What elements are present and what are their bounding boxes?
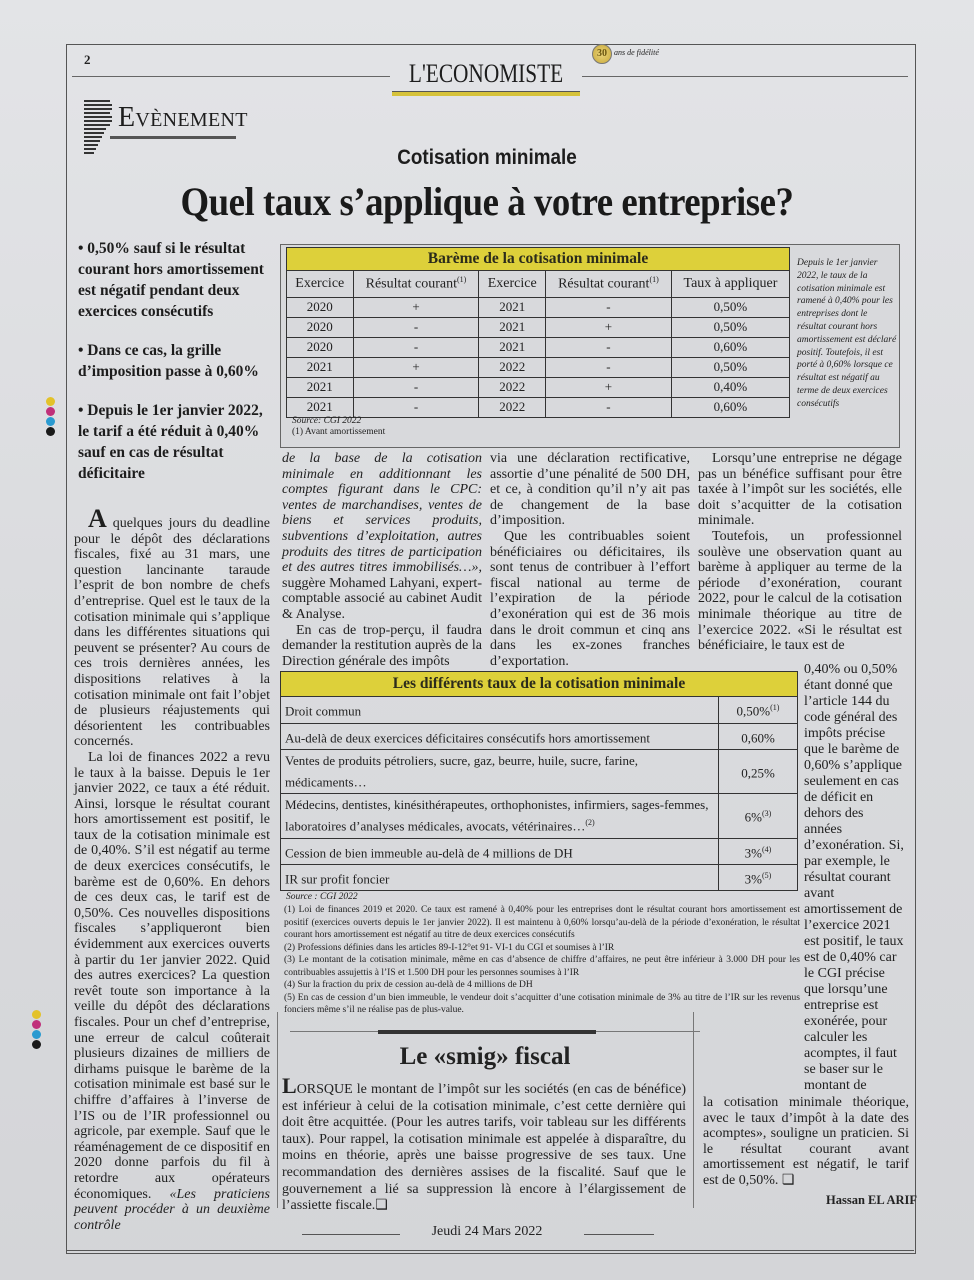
bareme-row — [287, 337, 790, 357]
bareme-cell: - — [353, 317, 479, 337]
magenta-dot-icon — [32, 1020, 41, 1029]
header-rule-right — [582, 76, 908, 77]
taux-label: Au-delà de deux exercices déficitaires consécutifs hors amortissement — [281, 723, 719, 749]
bareme-cell: 0,60% — [671, 397, 789, 417]
bareme-cell: - — [545, 397, 671, 417]
bareme-cell: 2022 — [479, 357, 546, 377]
bareme-cell: 2020 — [287, 317, 354, 337]
article-kicker: Cotisation minimale — [397, 146, 577, 169]
smig-left-rule — [277, 1012, 278, 1208]
bareme-source-text: Source: CGI 2022 — [292, 416, 362, 426]
column-header: Exercice — [287, 271, 354, 298]
bareme-cell: - — [353, 337, 479, 357]
bareme-cell: 0,50% — [671, 297, 789, 317]
bareme-cell: 2021 — [479, 317, 546, 337]
bareme-cell: 2021 — [479, 297, 546, 317]
footnote: (1) Loi de finances 2019 et 2020. Ce taux est ramené à 0,40% pour les entreprises dont le résultat courant hors amortissement est positif (exercices ouverts depuis le 1er janvier 2022). Il est maintenu à 0,60% lorsqu’au-delà de la période d’exonération, le résultat courant hors amortissement est négatif au titre de deux exercices consécutifs — [284, 905, 800, 941]
footer-bottom-rule — [66, 1250, 914, 1251]
smig-right-rule — [693, 1012, 694, 1208]
summary-bullet: • 0,50% sauf si le résultat courant hors amortissement est négatif pendant deux exercices consécutifs — [78, 240, 264, 320]
yellow-dot-icon — [46, 397, 55, 406]
footnote: (2) Professions définies dans les articles 89-I-12°et 91- VI-1 du CGI et soumises à l’IR — [284, 942, 615, 953]
bareme-cell: 0,50% — [671, 357, 789, 377]
bareme-source — [292, 416, 385, 438]
article-column-2 — [282, 451, 482, 669]
section-title: Evènement — [118, 102, 248, 133]
bareme-cell: 2020 — [287, 337, 354, 357]
bareme-row — [287, 317, 790, 337]
author-byline: Hassan EL ARIF — [826, 1192, 918, 1207]
page-number: 2 — [84, 52, 91, 67]
bareme-cell: + — [545, 377, 671, 397]
anniversary-text: ans de fidélité — [614, 48, 659, 57]
bareme-cell: 2020 — [287, 297, 354, 317]
masthead-logo — [392, 56, 580, 92]
bareme-title: Barème de la cotisation minimale — [287, 248, 790, 271]
taux-label: Ventes de produits pétroliers, sucre, gaz, beurre, huile, sucre, farine, médicaments… — [281, 749, 719, 793]
taux-label: Cession de bien immeuble au-delà de 4 millions de DH — [281, 838, 719, 864]
bareme-cell: + — [545, 317, 671, 337]
bareme-header-row — [287, 271, 790, 298]
quote: «Les praticiens peuvent procéder à un deuxième contrôle — [74, 1186, 270, 1233]
paragraph: 0,40% ou 0,50% étant donné que l’article 144 du code général des impôts précise que le barème de 0,60% s’applique seulement en cas de déficit en dehors des années d’exonération. Si, par exemple, le résultat courant avant amortissement de l’exercice 2021 est positif, le taux est de 0,40% car le CGI précise que lorsqu’une entreprise est exonérée, pour calculer les acomptes, il faut se baser sur le montant de — [804, 662, 904, 1093]
taux-row — [281, 864, 798, 890]
bareme-side-note: Depuis le 1er janvier 2022, le taux de la cotisation minimale est ramené à 0,40% pour les entreprises dont le résultat courant hors amortissement est déclaré positif. Toutefois, il est porté à 0,60% lorsque ce résultat est négatif au terme de deux exercices consécutifs — [797, 258, 897, 409]
bareme-table — [286, 247, 790, 418]
paragraph: la cotisation minimale théorique, avec le taux d’impôt à la date des acomptes», souligne un praticien. Si le résultat courant avant amortissement est négatif, le tarif est de 0,50%. ❏ — [703, 1095, 909, 1188]
paragraph: La loi de finances 2022 a revu le taux à la baisse. Depuis le 1er janvier 2022, ce taux a été réduit. Ainsi, lorsque le résultat courant hors amortissement est positif, le taux de la cotisation minimale est de 0,40%. S’il est négatif au terme de deux exercices consécutifs, le barème est de 0,60%. En dehors de ces deux cas, le tarif est de 0,50%. Ces nouvelles dispositions fiscales s’appliqueront bien évidemment aux exercices ouverts à partir du 1er janvier 2022. Quid des autres exercices? La question revêt toute son importance à la veille du dépôt des déclarations fiscales. Pour un chef d’entreprise, une erreur de calcul coûterait plusieurs dizaines de milliers de dirhams puisque le barème de la cotisation minimale est basé sur le chiffre d’affaires à l’inverse de l’IS ou de l’IR professionnel ou agricole, par exemple. Sauf que le réaménagement de ce dispositif en 2020 donne parfois du fil à retordre aux opérateurs économiques. — [74, 749, 270, 1202]
taux-row — [281, 723, 798, 749]
article-column-4-end — [703, 1095, 909, 1189]
taux-value: 0,60% — [719, 723, 798, 749]
column-header: Taux à appliquer — [671, 271, 789, 298]
taux-value: 0,25% — [719, 749, 798, 793]
article-column-1 — [74, 504, 270, 1233]
bareme-cell: + — [353, 357, 479, 377]
bareme-cell: - — [545, 357, 671, 377]
taux-value: 6%$^{(3)}$ — [719, 794, 798, 838]
bareme-cell: 2022 — [479, 397, 546, 417]
bareme-cell: - — [353, 377, 479, 397]
summary-bullets — [78, 238, 276, 502]
paragraph: Toutefois, un professionnel soulève une observation quant au barème à appliquer au terme de la période d’exonération, courant 2022, pour le calcul de la cotisation minimale théorique au titre de l’exercice 2022. «Si le résultat est bénéficiaire, le taux est de — [698, 528, 902, 654]
bareme-row — [287, 297, 790, 317]
bareme-footnote: (1) Avant amortissement — [292, 427, 386, 437]
taux-row — [281, 697, 798, 723]
article-column-3 — [490, 451, 690, 669]
bareme-cell: - — [545, 337, 671, 357]
taux-value: 0,50%$^{(1)}$ — [719, 697, 798, 723]
anniversary-badge: 30 — [592, 44, 612, 64]
bareme-cell: 0,40% — [671, 377, 789, 397]
column-header: Exercice — [479, 271, 546, 298]
bareme-cell: 0,50% — [671, 317, 789, 337]
summary-bullet: • Depuis le 1er janvier 2022, le tarif a été réduit à 0,40% sauf en cas de résultat déficitaire — [78, 402, 263, 482]
smig-title: Le «smig» fiscal — [399, 1043, 571, 1070]
footnote: (3) Le montant de la cotisation minimale, même en cas d’absence de chiffre d’affaires, ne peut être inférieur à 3.000 DH pour les contribuables assujettis à l’IS et 1.500 DH pour les personnes soumises à l’IR — [284, 955, 800, 978]
bareme-cell: 2021 — [287, 377, 354, 397]
taux-title: Les différents taux de la cotisation minimale — [281, 672, 798, 697]
column-header: Résultat courant$^{(1)}$ — [353, 271, 479, 298]
article-column-4 — [698, 451, 902, 654]
bareme-cell: + — [353, 297, 479, 317]
taux-label: IR sur profit foncier — [281, 864, 719, 890]
bareme-cell: 0,60% — [671, 337, 789, 357]
paragraph: quelques jours du deadline pour le dépôt des déclarations fiscales, fixé au 31 mars, une question lancinante taraude l’esprit de bon nombre de chefs d’entreprise. Quel est le taux de la cotisation minimale qui s’applique dans les différentes situations qui peuvent se présenter? Au cours de ces trois dernières années, les dispositions relatives à la cotisation minimale ont fait l’objet de plusieurs réajustements qui désorientent les contribuables concernés. — [74, 516, 270, 750]
article-column-4-narrow — [804, 662, 904, 1094]
bareme-cell: 2021 — [479, 337, 546, 357]
cyan-dot-icon — [46, 417, 55, 426]
taux-table — [280, 671, 798, 891]
quote: de la base de la cotisation minimale en additionnant les comptes figurant dans le CPC: ventes de marchandises, ventes de biens et services produits, subventions d’exploitation, autres produits des titres de participation et des autres titres immobilisés…» — [282, 451, 482, 576]
drop-cap: L — [282, 1073, 297, 1098]
registration-marks-top — [46, 397, 56, 437]
taux-row — [281, 838, 798, 864]
paragraph: le montant de l’impôt sur les sociétés (en cas de bénéfice) est inférieur à celui de la cotisation minimale, c’est cette dernière qui doit être acquittée. (Pour les autres tarifs, voir tableau sur les différents taux). Pour rappel, la cotisation minimale est appelée à disparaître, du moins en théorie, après une baisse progressive de ses taux. Une recommandation des dernières assises de la fiscalité. Sauf que le gouvernement a lié sa suppression là encore à l’élargissement de l’assiette fiscale.❏ — [282, 1082, 686, 1214]
bareme-cell: 2021 — [287, 397, 354, 417]
drop-cap: A — [88, 504, 107, 533]
bareme-row — [287, 377, 790, 397]
taux-label: Médecins, dentistes, kinésithérapeutes, orthophonistes, infirmiers, sages-femmes, laboratoires d’analyses médicales, avocats, vétérinaires…$^{(2)}$ — [281, 794, 719, 838]
paragraph: Lorsqu’une entreprise ne dégage pas un bénéfice suffisant pour être taxée à l’impôt sur les sociétés, elle doit s’acquitter de la cotisation minimale. — [698, 451, 902, 529]
footnote: (4) Sur la fraction du prix de cession au-delà de 4 millions de DH — [284, 980, 533, 991]
cyan-dot-icon — [32, 1030, 41, 1039]
bareme-row — [287, 357, 790, 377]
masthead-underline — [392, 91, 580, 96]
bareme-cell: 2021 — [287, 357, 354, 377]
bareme-cell: - — [353, 397, 479, 417]
yellow-dot-icon — [32, 1010, 41, 1019]
bareme-row — [287, 397, 790, 417]
smig-body — [282, 1073, 686, 1215]
page-date: Jeudi 24 Mars 2022 — [431, 1224, 543, 1239]
masthead-title: L'ECONOMISTE — [408, 59, 564, 88]
column-header: Résultat courant$^{(1)}$ — [545, 271, 671, 298]
lead-caps: ORSQUE — [296, 1082, 353, 1097]
bareme-cell: 2022 — [479, 377, 546, 397]
magenta-dot-icon — [46, 407, 55, 416]
paragraph: Que les contribuables soient bénéficiaires ou déficitaires, ils sont tenus de contribuer à l’effort fiscal national au terme de l’expiration de la période d’exonération qui est de 36 mois dans le droit commun et cinq ans dans les ex-zones franches d’exportation. — [490, 528, 690, 669]
black-dot-icon — [32, 1040, 41, 1049]
taux-value: 3%$^{(4)}$ — [719, 838, 798, 864]
header-rule-left — [72, 76, 390, 77]
summary-bullet: • Dans ce cas, la grille d’imposition passe à 0,60% — [78, 342, 259, 380]
taux-label: Droit commun — [281, 697, 719, 723]
taux-row — [281, 794, 798, 838]
section-underline — [110, 136, 236, 139]
footnote: (5) En cas de cession d’un bien immeuble, le vendeur doit s’acquitter d’une cotisation minimale de 3% au titre de l’IR sur les revenus fonciers même s’il ne réalise pas de plus-value. — [284, 992, 800, 1016]
paragraph: via une déclaration rectificative, assortie d’une pénalité de 500 DH, et ce, à condition qu’il n’y ait pas de changement de la base d’imposition. — [490, 451, 690, 529]
registration-marks-bottom — [32, 1010, 42, 1050]
taux-notes — [284, 904, 800, 1017]
black-dot-icon — [46, 427, 55, 436]
bareme-cell: - — [545, 297, 671, 317]
taux-source: Source : CGI 2022 — [286, 892, 358, 903]
paragraph: , suggère Mohamed Lahyani, expert-comptable associé au cabinet Audit & Analyse. — [282, 560, 482, 622]
smig-top-bar — [378, 1030, 596, 1034]
taux-value: 3%$^{(5)}$ — [719, 864, 798, 890]
paragraph: En cas de trop-perçu, il faudra demander la restitution auprès de la Direction générale des impôts — [282, 622, 482, 669]
article-headline: Quel taux s’applique à votre entreprise? — [180, 179, 794, 224]
taux-row — [281, 749, 798, 793]
